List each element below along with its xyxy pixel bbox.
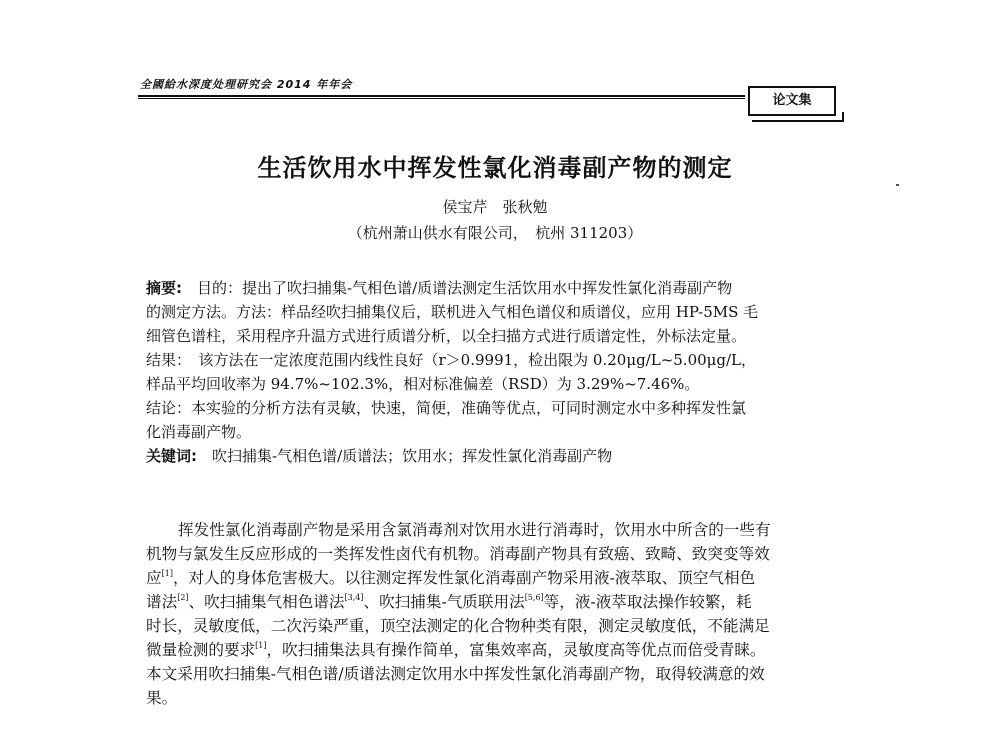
abstract-line: 结果： 该方法在一定浓度范围内线性良好（r＞0.9991，检出限为 0.20μg/L~5.00μg/L， xyxy=(146,351,757,369)
body-paragraph xyxy=(146,518,842,710)
citation-ref: [5,6] xyxy=(524,593,544,602)
body-text: 应 xyxy=(146,569,162,587)
citation-ref: [3,4] xyxy=(344,593,364,602)
body-line: 时长，灵敏度低，二次污染严重，顶空法测定的化合物种类有限，测定灵敏度低，不能满足 xyxy=(146,617,770,635)
body-line: 果。 xyxy=(146,689,178,707)
body-line: 机物与氯发生反应形成的一类挥发性卤代有机物。消毒副产物具有致癌、致畸、致突变等效 xyxy=(146,545,770,563)
keywords-text: 吹扫捕集-气相色谱/质谱法；饮用水；挥发性氯化消毒副产物 xyxy=(197,447,613,465)
body-text: 微量检测的要求 xyxy=(146,641,256,659)
abstract-line: 化消毒副产物。 xyxy=(146,423,252,441)
abstract-line xyxy=(146,276,842,300)
running-header: 全國給水深度处理研究会 2014 年年会 xyxy=(140,78,353,91)
abstract-line: 的测定方法。方法：样品经吹扫捕集仪后，联机进入气相色谱仪和质谱仪，应用 HP-5MS 毛 xyxy=(146,303,759,321)
abstract-line: 细管色谱柱，采用程序升温方式进行质谱分析，以全扫描方式进行质谱定性，外标法定量。 xyxy=(146,327,747,345)
body-line xyxy=(146,638,842,662)
abstract-block xyxy=(146,276,842,468)
abstract-line: 结论：本实验的分析方法有灵敏，快速，简便，准确等优点，可同时测定水中多种挥发性氯 xyxy=(146,399,747,417)
body-line: 本文采用吹扫捕集-气相色谱/质谱法测定饮用水中挥发性氯化消毒副产物，取得较满意的效 xyxy=(146,665,765,683)
citation-ref: [1] xyxy=(161,569,173,578)
paper-title: 生活饮用水中挥发性氯化消毒副产物的测定 xyxy=(257,154,733,182)
body-text: 谱法 xyxy=(146,593,178,611)
body-text: ，吹扫捕集法具有操作简单，富集效率高，灵敏度高等优点而倍受青睐。 xyxy=(266,641,766,659)
section-label-box: 论文集 xyxy=(748,86,836,116)
body-line xyxy=(146,590,842,614)
body-line: 挥发性氯化消毒副产物是采用含氯消毒剂对饮用水进行消毒时，饮用水中所含的一些有 xyxy=(178,521,771,539)
keywords-label: 关键词: xyxy=(146,447,197,465)
header-rule-thick xyxy=(138,95,745,97)
body-text: 等，液-液萃取法操作较繁，耗 xyxy=(543,593,752,611)
paper-authors: 侯宝芹 张秋勉 xyxy=(442,198,548,216)
citation-ref: [1] xyxy=(255,641,267,650)
body-line xyxy=(146,566,842,590)
paper-affiliation: （杭州萧山供水有限公司， 杭州 311203） xyxy=(347,224,643,242)
header-rule-thin xyxy=(138,98,745,99)
abstract-label: 摘要: xyxy=(146,279,182,297)
keywords-line xyxy=(146,444,842,468)
scan-mark xyxy=(896,184,899,186)
abstract-line: 样品平均回收率为 94.7%~102.3%，相对标准偏差（RSD）为 3.29%~7.46%。 xyxy=(146,375,700,393)
citation-ref: [2] xyxy=(177,593,189,602)
body-text: ，对人的身体危害极大。以往测定挥发性氯化消毒副产物采用液-液萃取、顶空气相色 xyxy=(172,569,756,587)
body-text: 、吹扫捕集气相色谱法 xyxy=(188,593,345,611)
body-text: 、吹扫捕集-气质联用法 xyxy=(363,593,525,611)
abstract-text: 目的：提出了吹扫捕集-气相色谱/质谱法测定生活饮用水中挥发性氯化消毒副产物 xyxy=(182,279,733,297)
